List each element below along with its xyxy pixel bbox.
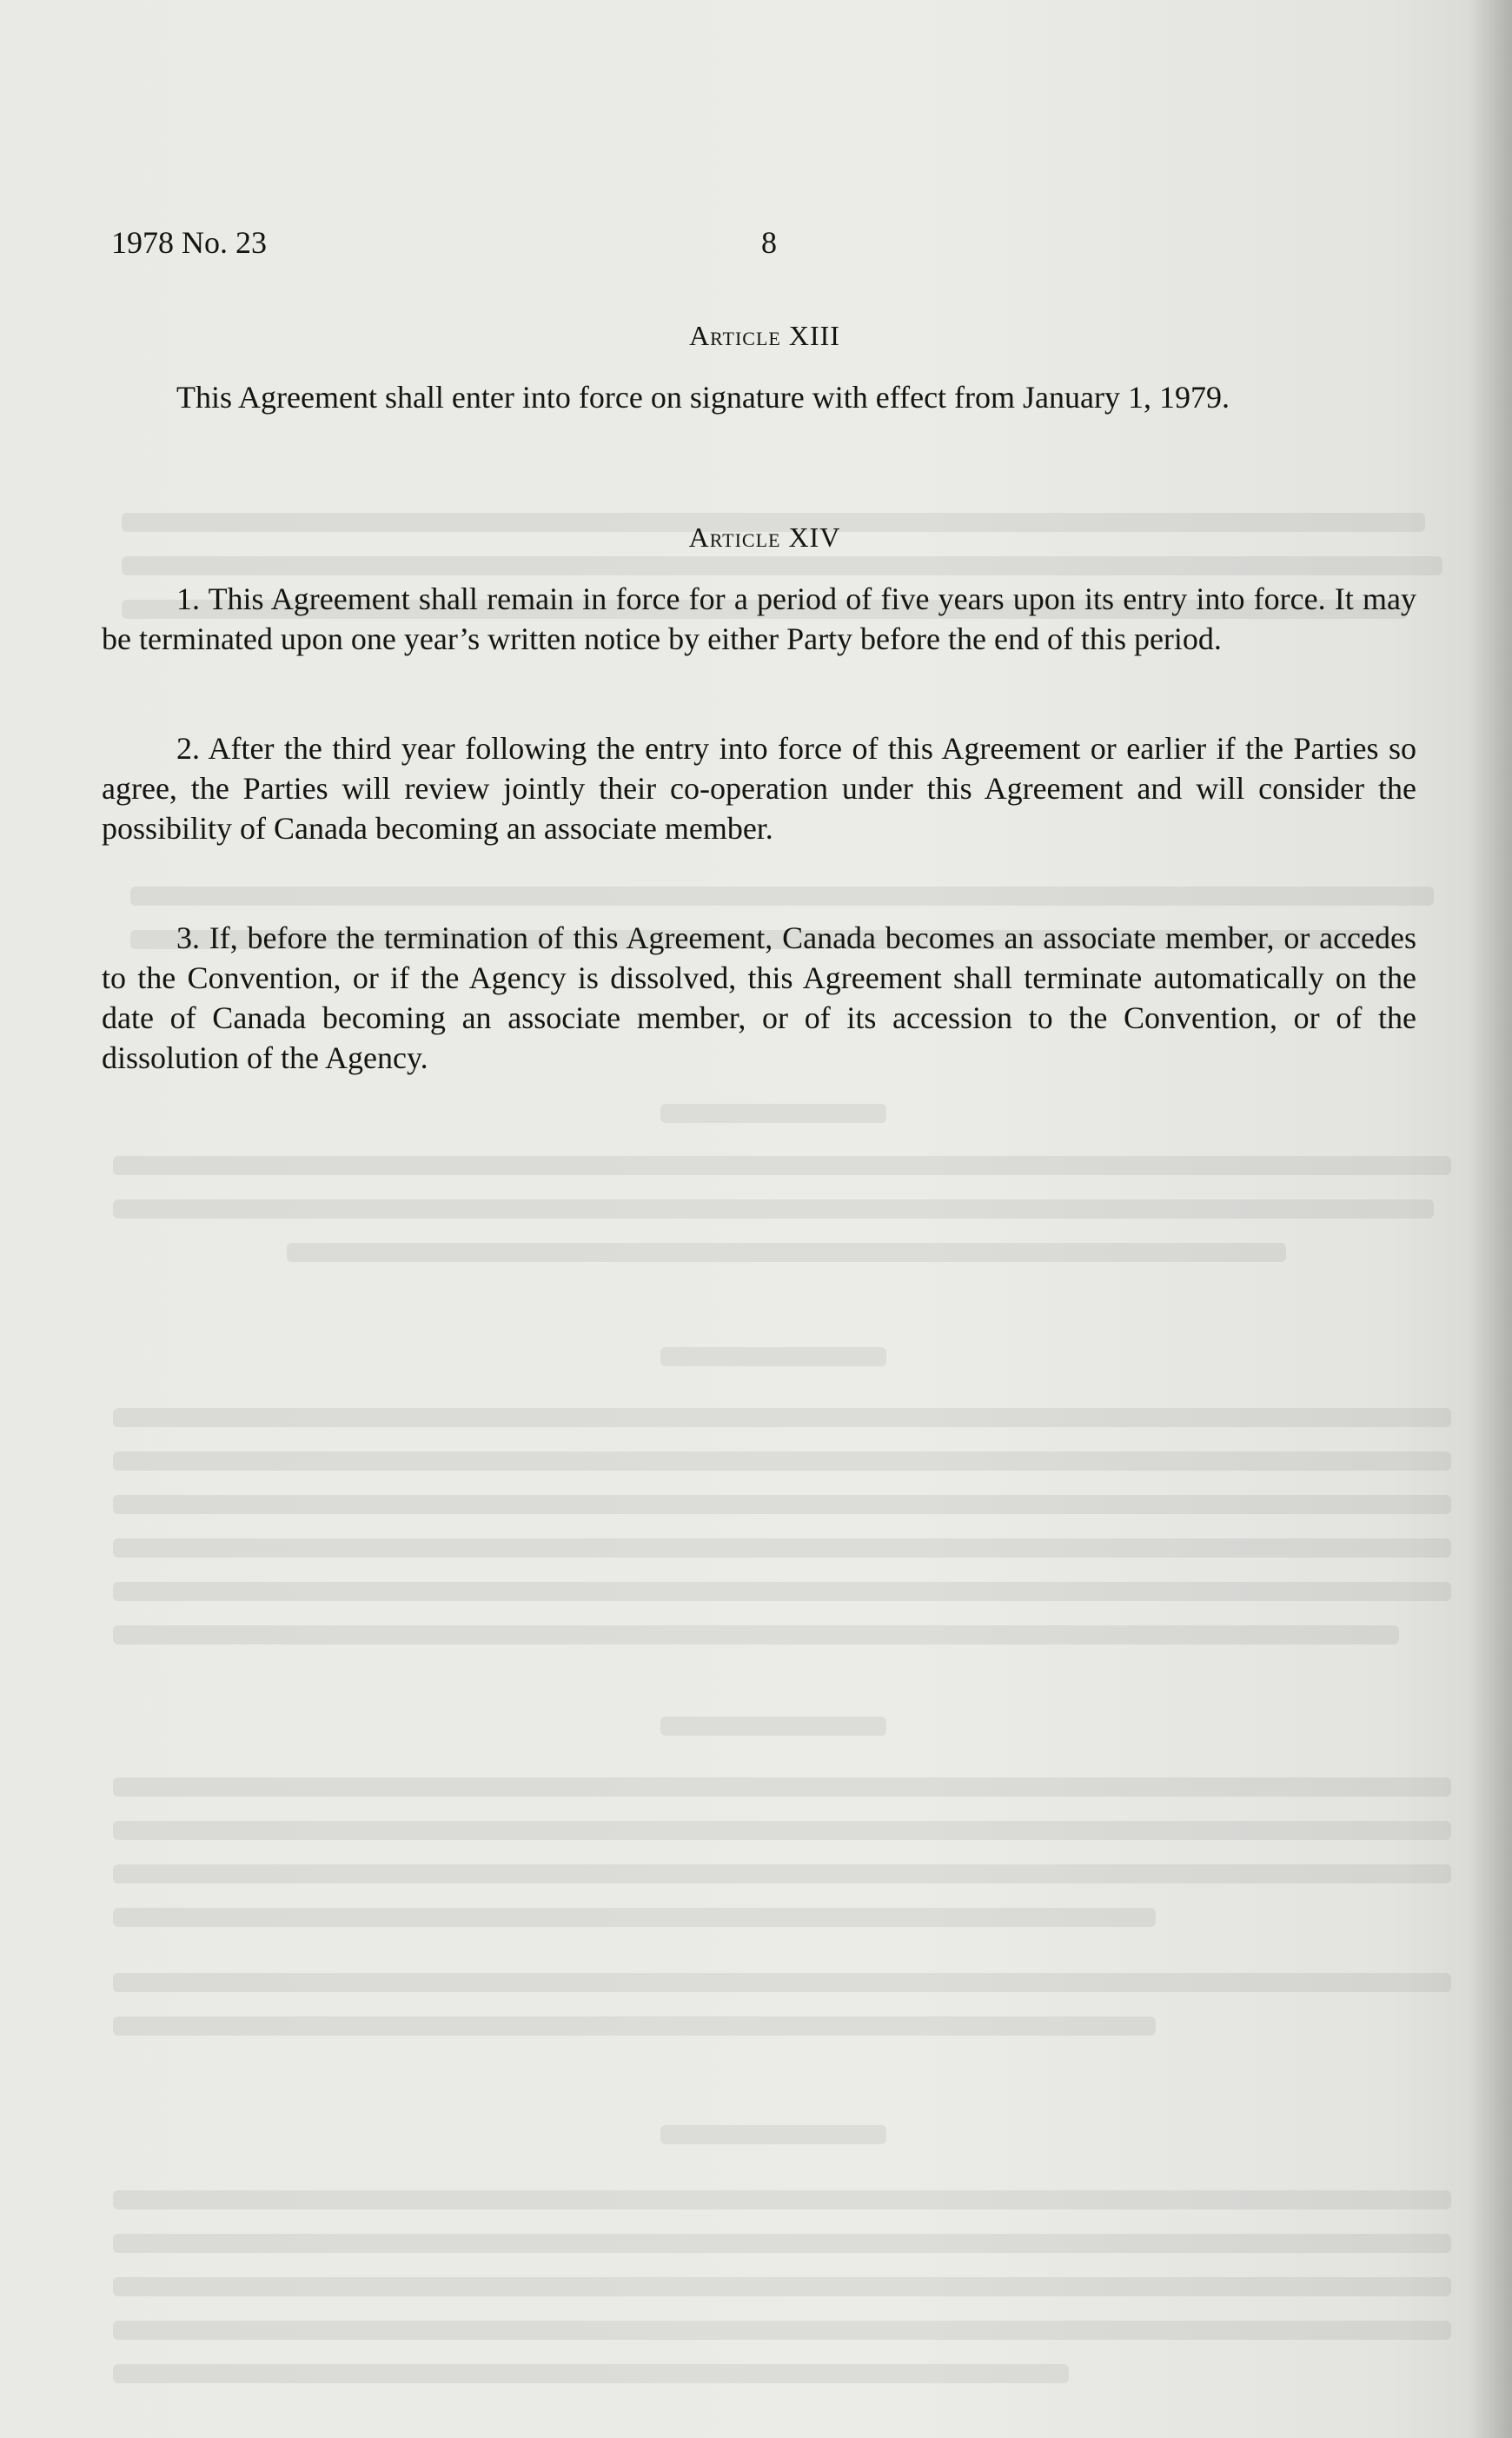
binding-shadow	[1469, 0, 1512, 2438]
article-heading: Article XIII	[689, 320, 840, 351]
article-paragraph: 3. If, before the termination of this Agreement, Canada becomes an associate member, or accedes to the Convention, or if the Agency is dissolved, this Agreement shall terminate automatically on the date of Canada becoming an associate member, or of its accession to the Convention, or of the dissolution of the Agency.	[102, 920, 1416, 1075]
article-paragraph: This Agreement shall enter into force on signature with effect from January 1, 1979.	[176, 380, 1230, 415]
page-number: 8	[761, 225, 777, 260]
article-paragraph: 2. After the third year following the entry into force of this Agreement or earlier if the Parties so agree, the Parties will review jointly their co-operation under this Agreement and will consider the possibility of Canada becoming an associate member.	[102, 731, 1416, 846]
article-heading: Article XIV	[688, 521, 841, 553]
article-paragraph: 1. This Agreement shall remain in force for a period of five years upon its entry into force. It may be terminated upon one year’s written notice by either Party before the end of this period.	[102, 581, 1416, 656]
statute-reference: 1978 No. 23	[111, 225, 267, 260]
page-header	[0, 224, 1512, 262]
